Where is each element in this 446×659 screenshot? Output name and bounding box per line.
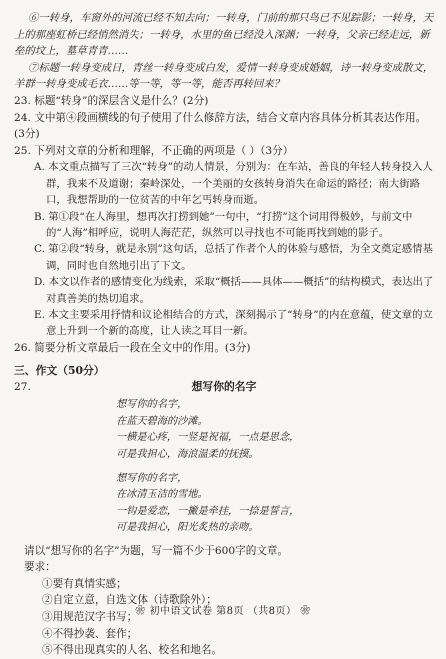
question-24: 24. 文中第④段画横线的句子使用了什么修辞方法，结合文章内容具体分析其表达作用。(3分) — [14, 111, 427, 141]
option-d: D. 本文以作者的感情变化为线索，采取“概括——具体——概括”的结构模式，表达出了对真善美的热切追求。 — [34, 276, 434, 305]
requirements-label: 要求： — [24, 561, 56, 574]
requirements-list — [42, 576, 434, 659]
requirement-item: ②自定立意，自选文体（诗歌除外）； — [42, 594, 217, 607]
requirement-item: ⑤不得出现真实的人名、校名和地名。 — [42, 644, 223, 657]
requirement-item: ①要有真情实感； — [42, 577, 127, 590]
question-27-number: 27. — [14, 381, 31, 394]
poem-line: 一横是心疼，一竖是祝福，一点是思念， — [116, 432, 300, 444]
requirement-item: ④不得抄袭、套作； — [42, 627, 138, 640]
poem-line: 在蓝天碧海的沙滩。 — [116, 415, 208, 427]
poem-line: 想写你的名字， — [116, 399, 188, 411]
page-footer: ❀ 初中语文试卷 第8页 （共8页） ❀ — [135, 606, 311, 617]
question-23: 23. 标题“转身”的深层含义是什么？(2分) — [14, 94, 209, 107]
poem-line: 在冰清玉洁的雪地。 — [116, 489, 208, 501]
poem-line: 想写你的名字， — [116, 473, 188, 485]
requirement-item: ③用规范汉字书写； — [42, 611, 138, 624]
essay-prompt: 请以“想写你的名字”为题，写一篇不少于600字的文章。 — [24, 544, 289, 557]
option-b: B. 第①段“在人海里，想再次打捞到她”一句中，“打捞”这个词用得极妙，与前文中的“人海”相呼应，说明人海茫茫，纵然可以寻找也不可能再找到她的影子。 — [34, 210, 413, 239]
poem-line: 一钩是爱恋，一撇是牵挂，一捺是誓言， — [116, 505, 300, 517]
passage-paragraph-6: ⑥一转身，车窗外的河流已经不知去向；一转身，门前的那只鸟已不见踪影；一转身，天上的那座虹桥已经悄然消失；一转身，水里的鱼已经没入深渊；一转身，父亲已经走远，新垒的坟上，墓草青青…… — [14, 12, 434, 58]
poem-line: 可是我担心，海浪温柔的抚摸。 — [116, 448, 259, 460]
passage-paragraph-7: ⑦标题一转身变成日，青丝一转身变成白发，爱情一转身变成婚姻，诗一转身变成散文，羊群一转身变成毛衣……等一等，等一等，能否再转回来？ — [14, 61, 434, 91]
poem-title: 想写你的名字 — [191, 380, 257, 394]
poem-line: 可是我担心，阳光炙热的亲吻。 — [116, 522, 259, 534]
question-26: 26. 简要分析文章最后一段在全文中的作用。(3分) — [14, 341, 251, 354]
option-e: E. 本文主要采用抒情和议论相结合的方式，深刻揭示了“转身”的内在意蕴，使文章的立意上升到一个新的高度，让人读之耳目一新。 — [34, 309, 433, 338]
page-content — [14, 10, 434, 659]
option-c: C. 第②段“转身，就是永别”这句话，总括了作者个人的体验与感悟，为全文奠定感情基调，同时也自然地引出了下文。 — [34, 243, 433, 272]
option-a: A. 本文重点描写了三次“转身”的动人情景，分别为：在车站，善良的年轻人转身投入人群，我来不及道谢；秦岭深处，一个美丽的女孩转身消失在命运的路径；南大街路口，我想帮助的一位贫苦的中年乞丐转身而逝。 — [34, 161, 433, 207]
poem — [116, 397, 434, 536]
question-25: 25. 下列对文章的分析和理解，不正确的两项是（ ）（3分） — [14, 144, 294, 157]
section-title: 三、作文（50分） — [14, 364, 105, 378]
